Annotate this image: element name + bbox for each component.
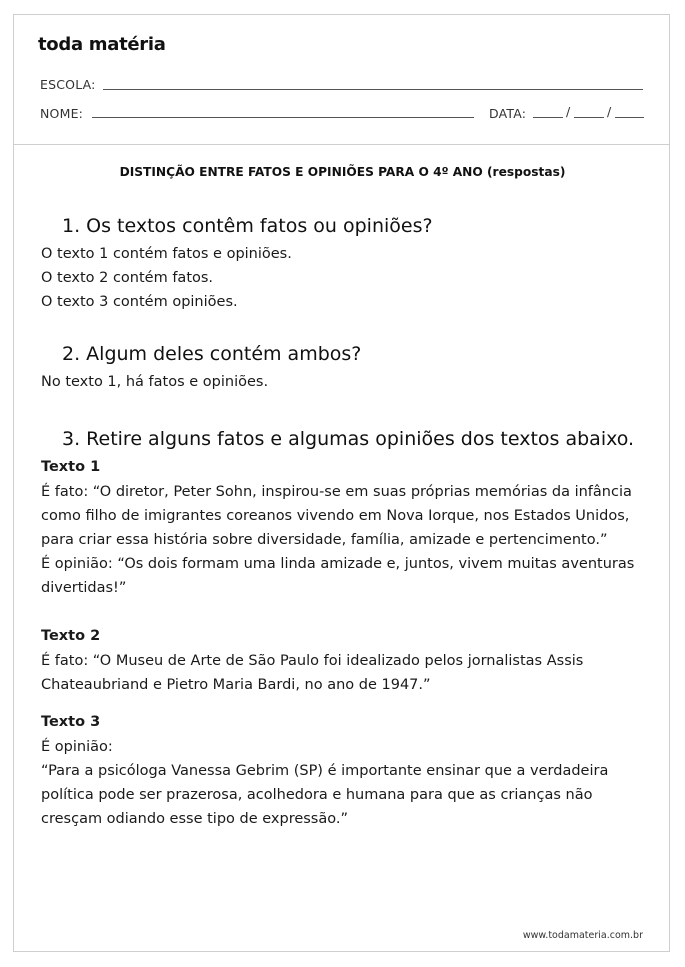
answer-line: O texto 2 contém fatos. (41, 270, 214, 286)
texto-3-line: “Para a psicóloga Vanessa Gebrim (SP) é importante ensinar que a verdadeira (41, 763, 609, 779)
header-divider (13, 144, 670, 145)
texto-1-line: para criar essa história sobre diversidade, família, amizade e pertencimento.” (41, 532, 608, 548)
texto-3-line: política pode ser prazerosa, acolhedora e humana para que as crianças não (41, 787, 593, 803)
question-2-heading: 2. Algum deles contém ambos? (62, 343, 362, 365)
page-title: DISTINÇÃO ENTRE FATOS E OPINIÕES PARA O 4º ANO (respostas) (119, 165, 566, 179)
texto-1-line: É opinião: “Os dois formam uma linda amizade e, juntos, vivem muitas aventuras (41, 556, 635, 572)
texto-2-label: Texto 2 (41, 628, 101, 644)
data-month-line (574, 117, 604, 118)
footer-url: www.todamateria.com.br (522, 930, 643, 941)
texto-3-line: cresçam odiando esse tipo de expressão.” (41, 811, 348, 827)
answer-line: No texto 1, há fatos e opiniões. (41, 374, 269, 390)
nome-label: NOME: (40, 106, 84, 121)
data-slash-1: / (566, 104, 571, 119)
answer-line: O texto 1 contém fatos e opiniões. (41, 246, 292, 262)
data-year-line (615, 117, 644, 118)
logo: toda matéria (38, 34, 166, 55)
texto-1-line: É fato: “O diretor, Peter Sohn, inspirou-se em suas próprias memórias da infância (41, 484, 632, 500)
data-day-line (533, 117, 563, 118)
data-label: DATA: (489, 106, 527, 121)
texto-3-label: Texto 3 (41, 714, 101, 730)
question-3-heading: 3. Retire alguns fatos e algumas opiniões dos textos abaixo. (62, 428, 635, 450)
escola-field-line (103, 89, 643, 90)
data-slash-2: / (607, 104, 612, 119)
texto-2-line: Chateaubriand e Pietro Maria Bardi, no ano de 1947.” (41, 677, 431, 693)
texto-1-line: divertidas!” (41, 580, 127, 596)
answer-line: O texto 3 contém opiniões. (41, 294, 238, 310)
texto-1-label: Texto 1 (41, 459, 101, 475)
escola-label: ESCOLA: (40, 77, 96, 92)
texto-1-line: como filho de imigrantes coreanos vivendo em Nova Iorque, nos Estados Unidos, (41, 508, 630, 524)
texto-3-line: É opinião: (41, 739, 113, 755)
texto-2-line: É fato: “O Museu de Arte de São Paulo foi idealizado pelos jornalistas Assis (41, 653, 584, 669)
nome-field-line (92, 117, 474, 118)
question-1-heading: 1. Os textos contêm fatos ou opiniões? (62, 215, 433, 237)
